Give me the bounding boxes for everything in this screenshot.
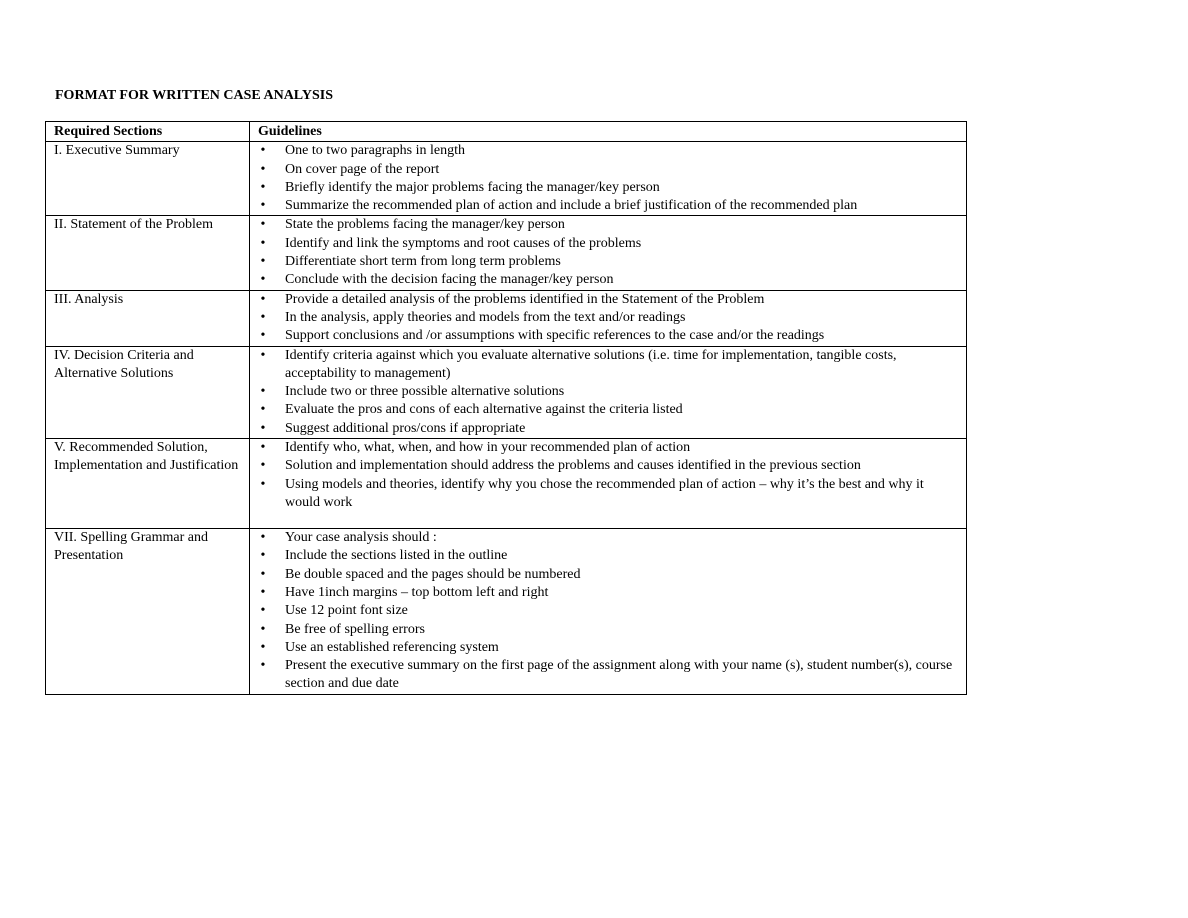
list-item <box>258 639 958 657</box>
guideline-text: Support conclusions and /or assumptions with specific references to the case and/or the readings <box>285 328 825 344</box>
bullet-icon: • <box>260 584 266 600</box>
section-cell <box>46 216 250 290</box>
list-item <box>258 476 958 513</box>
section-name: VII. Spelling Grammar and Presentation <box>54 530 208 564</box>
bullet-icon: • <box>260 291 266 307</box>
section-name: IV. Decision Criteria and Alternative Solutions <box>54 347 194 381</box>
guidelines-list <box>258 142 958 215</box>
bullet-icon: • <box>260 658 266 674</box>
table-row <box>46 216 967 290</box>
bullet-icon: • <box>260 476 266 492</box>
bullet-icon: • <box>260 440 266 456</box>
list-item <box>258 420 958 438</box>
table-row <box>46 529 967 695</box>
list-item <box>258 602 958 620</box>
list-item <box>258 309 958 327</box>
guideline-text: Solution and implementation should address the problems and causes identified in the previous section <box>285 458 861 474</box>
section-cell <box>46 439 250 529</box>
list-item <box>258 347 958 384</box>
bullet-icon: • <box>260 566 266 582</box>
guidelines-cell <box>250 142 967 216</box>
list-item <box>258 401 958 419</box>
bullet-icon: • <box>260 179 266 195</box>
list-item <box>258 657 958 694</box>
list-item <box>258 216 958 234</box>
guideline-text: Suggest additional pros/cons if appropriate <box>285 420 526 436</box>
list-item <box>258 566 958 584</box>
guidelines-list <box>258 529 958 694</box>
guidelines-cell <box>250 346 967 438</box>
list-item <box>258 327 958 345</box>
guidelines-list <box>258 347 958 438</box>
guidelines-cell <box>250 216 967 290</box>
section-cell <box>46 290 250 346</box>
bullet-icon: • <box>260 603 266 619</box>
list-item <box>258 547 958 565</box>
guideline-text: On cover page of the report <box>285 161 440 177</box>
guidelines-list <box>258 439 958 512</box>
table-row <box>46 346 967 438</box>
bullet-icon: • <box>260 272 266 288</box>
section-name: V. Recommended Solution, Implementation and Justification <box>54 440 239 474</box>
section-cell <box>46 346 250 438</box>
list-item <box>258 235 958 253</box>
bullet-icon: • <box>260 458 266 474</box>
guideline-text: Conclude with the decision facing the manager/key person <box>285 272 614 288</box>
guideline-text: Briefly identify the major problems facing the manager/key person <box>285 179 660 195</box>
guidelines-list <box>258 291 958 346</box>
bullet-icon: • <box>260 198 266 214</box>
table-row <box>46 439 967 529</box>
list-item <box>258 291 958 309</box>
guideline-text: Use 12 point font size <box>285 603 408 619</box>
bullet-icon: • <box>260 530 266 546</box>
section-name: III. Analysis <box>54 291 124 307</box>
guideline-text: Evaluate the pros and cons of each alternative against the criteria listed <box>285 402 683 418</box>
case-analysis-table <box>45 121 967 695</box>
bullet-icon: • <box>260 621 266 637</box>
guideline-text: Present the executive summary on the first page of the assignment along with your name (s), student number(s), course section and due date <box>285 658 953 692</box>
guideline-text: Be double spaced and the pages should be numbered <box>285 566 581 582</box>
bullet-icon: • <box>260 384 266 400</box>
list-item <box>258 161 958 179</box>
document-title: FORMAT FOR WRITTEN CASE ANALYSIS <box>55 88 333 103</box>
list-item <box>258 457 958 475</box>
bullet-icon: • <box>260 309 266 325</box>
bullet-icon: • <box>260 402 266 418</box>
bullet-icon: • <box>260 347 266 363</box>
guidelines-cell <box>250 439 967 529</box>
bullet-icon: • <box>260 420 266 436</box>
list-item <box>258 271 958 289</box>
table-row <box>46 142 967 216</box>
list-item <box>258 584 958 602</box>
list-item <box>258 253 958 271</box>
guideline-text: Include the sections listed in the outline <box>285 548 508 564</box>
table-header-row <box>46 122 967 142</box>
bullet-icon: • <box>260 548 266 564</box>
guidelines-cell <box>250 529 967 695</box>
guideline-text: Differentiate short term from long term problems <box>285 254 561 270</box>
list-item <box>258 621 958 639</box>
bullet-icon: • <box>260 254 266 270</box>
guideline-text: Include two or three possible alternative solutions <box>285 384 565 400</box>
section-cell <box>46 142 250 216</box>
bullet-icon: • <box>260 161 266 177</box>
bullet-icon: • <box>260 217 266 233</box>
list-item <box>258 142 958 160</box>
guideline-text: Be free of spelling errors <box>285 621 425 637</box>
list-item <box>258 179 958 197</box>
bullet-icon: • <box>260 143 266 159</box>
section-cell <box>46 529 250 695</box>
section-name: I. Executive Summary <box>54 143 180 159</box>
bullet-icon: • <box>260 328 266 344</box>
guideline-text: Have 1inch margins – top bottom left and right <box>285 584 549 600</box>
table-row <box>46 290 967 346</box>
table-body <box>46 142 967 694</box>
list-item <box>258 439 958 457</box>
guideline-text: Provide a detailed analysis of the problems identified in the Statement of the Problem <box>285 291 765 307</box>
guidelines-cell <box>250 290 967 346</box>
guideline-text: Use an established referencing system <box>285 639 499 655</box>
bullet-icon: • <box>260 639 266 655</box>
guideline-text: Using models and theories, identify why you chose the recommended plan of action – why it’s the best and why it would work <box>285 476 924 510</box>
list-item <box>258 529 958 547</box>
header-guidelines: Guidelines <box>250 122 967 142</box>
guideline-text: One to two paragraphs in length <box>285 143 466 159</box>
list-item <box>258 197 958 215</box>
section-name: II. Statement of the Problem <box>54 217 214 233</box>
guideline-text: Identify who, what, when, and how in your recommended plan of action <box>285 440 691 456</box>
guideline-text: Identify criteria against which you evaluate alternative solutions (i.e. time for implementation, tangible costs, acceptability to management) <box>285 347 897 381</box>
header-required-sections: Required Sections <box>46 122 250 142</box>
guideline-text: In the analysis, apply theories and models from the text and/or readings <box>285 309 686 325</box>
guideline-text: State the problems facing the manager/key person <box>285 217 565 233</box>
guideline-text: Your case analysis should : <box>285 530 437 546</box>
guideline-text: Summarize the recommended plan of action and include a brief justification of the recommended plan <box>285 198 858 214</box>
guidelines-list <box>258 216 958 289</box>
list-item <box>258 383 958 401</box>
bullet-icon: • <box>260 235 266 251</box>
guideline-text: Identify and link the symptoms and root causes of the problems <box>285 235 642 251</box>
